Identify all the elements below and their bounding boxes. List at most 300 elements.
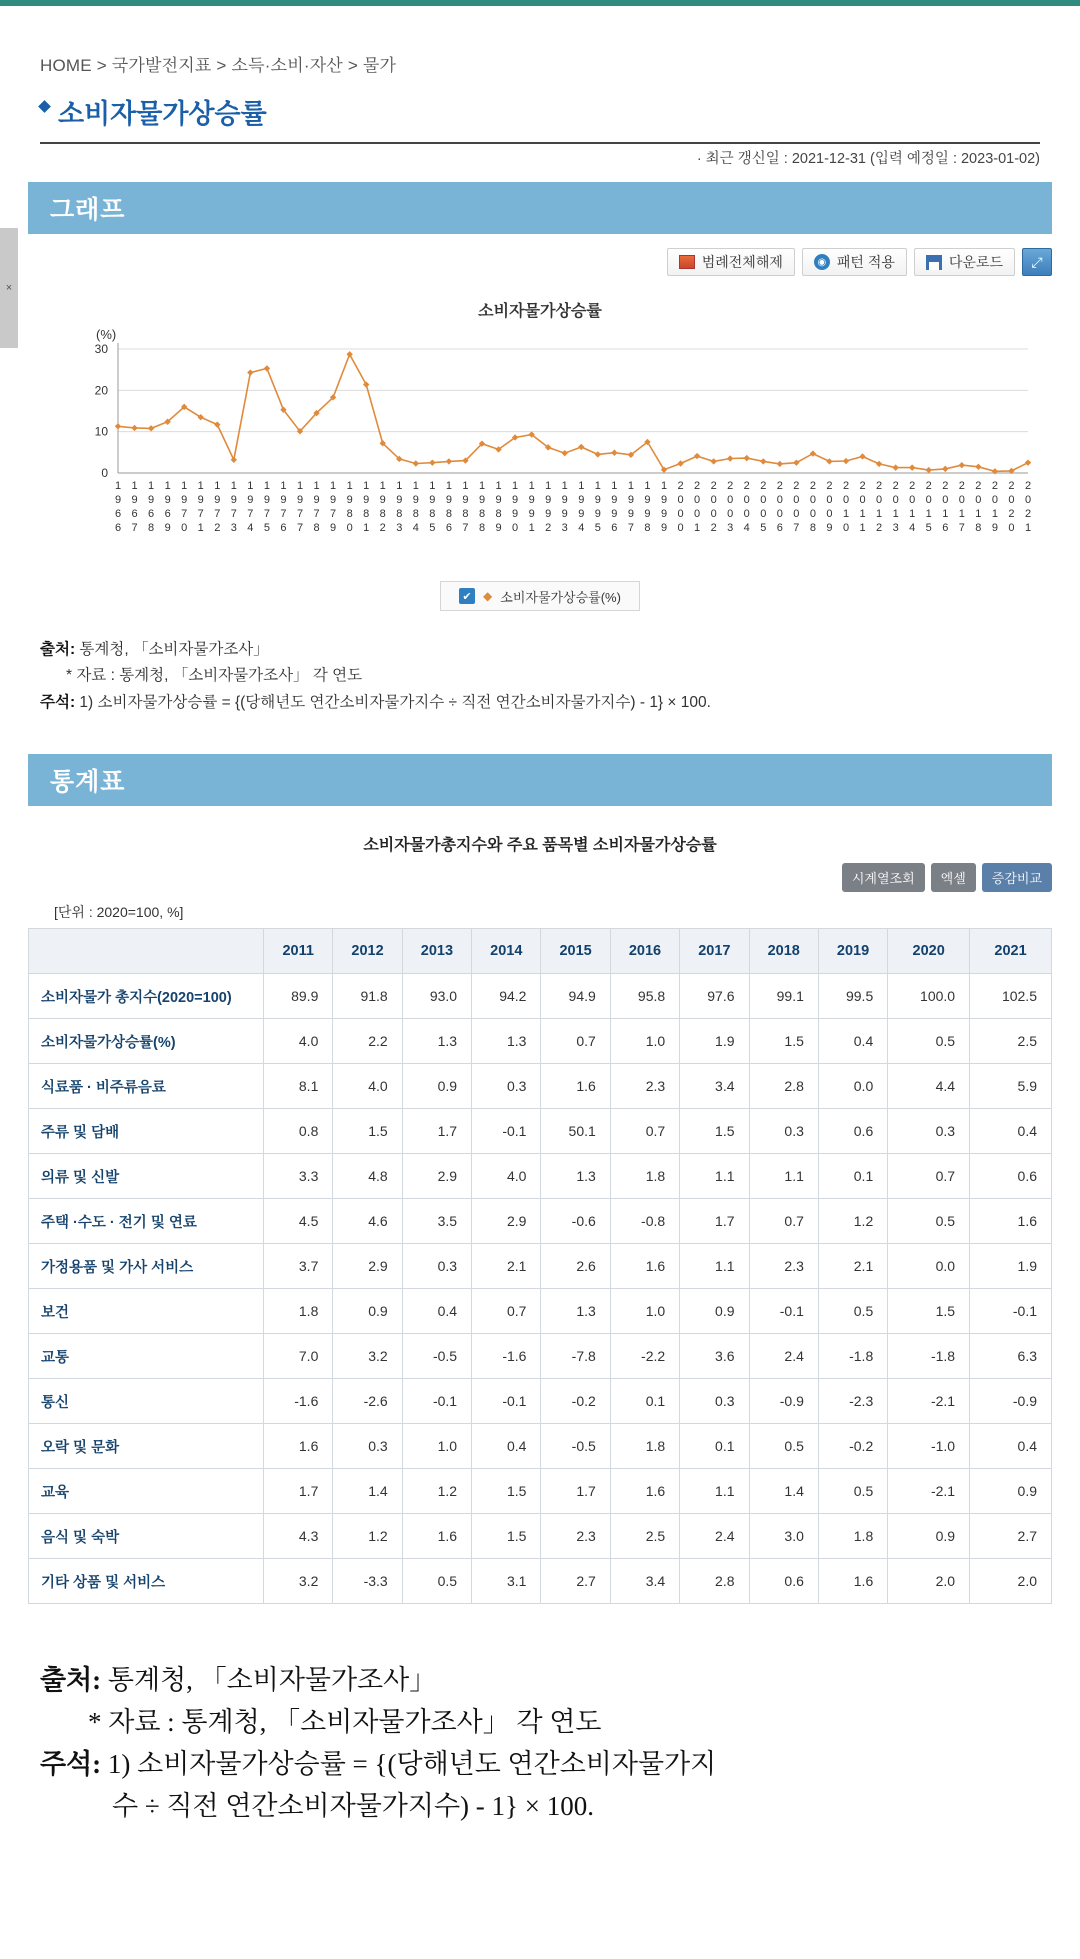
table-cell: 95.8 — [610, 974, 679, 1019]
timeseries-button[interactable]: 시계열조회 — [842, 863, 925, 892]
table-col-header: 2019 — [818, 929, 887, 974]
chart-x-tick-label: 1 — [114, 480, 122, 492]
table-cell: 2.9 — [333, 1244, 402, 1289]
chart-x-tick-label: 1 — [363, 522, 370, 534]
chart-data-point[interactable] — [148, 425, 154, 431]
table-cell: 89.9 — [264, 974, 333, 1019]
chart-x-tick-label: 9 — [280, 494, 287, 506]
chart-data-point[interactable] — [959, 462, 965, 468]
chart-data-point[interactable] — [131, 425, 137, 431]
line-chart — [28, 333, 1052, 563]
table-cell: -1.6 — [472, 1334, 541, 1379]
chart-data-point[interactable] — [992, 468, 998, 474]
chart-x-tick-label: 5 — [925, 522, 932, 534]
chart-data-point[interactable] — [892, 464, 898, 470]
chart-x-tick-label: 0 — [793, 494, 800, 506]
table-cell: 1.1 — [680, 1469, 749, 1514]
table-cell: 1.3 — [541, 1289, 610, 1334]
table-cell: 1.1 — [680, 1154, 749, 1199]
pattern-icon: ◉ — [814, 254, 830, 270]
chart-x-tick-label: 1 — [330, 480, 337, 492]
chart-x-tick-label: 9 — [660, 508, 668, 520]
chart-x-tick-label: 0 — [760, 508, 767, 520]
table-row-label: 소비자물가 총지수(2020=100) — [29, 974, 264, 1019]
table-cell: 3.0 — [749, 1514, 818, 1559]
compare-button[interactable]: 증감비교 — [982, 863, 1052, 892]
table-cell: 2.6 — [541, 1244, 610, 1289]
chart-x-tick-label: 9 — [445, 494, 452, 506]
table-cell: 50.1 — [541, 1109, 610, 1154]
chart-x-tick-label: 9 — [214, 494, 221, 506]
table-cell: -0.9 — [749, 1379, 818, 1424]
chart-data-point[interactable] — [446, 458, 452, 464]
chart-x-tick-label: 7 — [230, 508, 237, 520]
chart-x-tick-label: 8 — [644, 522, 651, 534]
chart-x-tick-label: 0 — [743, 494, 750, 506]
chart-x-tick-label: 0 — [181, 522, 188, 534]
chart-x-tick-label: 9 — [296, 494, 304, 506]
table-cell: 3.2 — [264, 1559, 333, 1604]
chart-x-tick-label: 5 — [263, 522, 270, 534]
table-cell: 3.4 — [680, 1064, 749, 1109]
chart-x-tick-label: 9 — [644, 508, 651, 520]
chart-x-tick-label: 1 — [379, 480, 386, 492]
table-cell: 4.8 — [333, 1154, 402, 1199]
chart-x-tick-label: 0 — [809, 494, 816, 506]
chart-source-line3 — [40, 690, 1040, 716]
chart-x-tick-label: 1 — [594, 480, 601, 492]
chart-x-tick-label: 2 — [1024, 480, 1032, 492]
chart-x-tick-label: 9 — [230, 494, 237, 506]
chart-x-tick-label: 9 — [528, 508, 535, 520]
table-cell: 2.5 — [970, 1019, 1052, 1064]
chart-x-tick-label: 2 — [942, 480, 949, 492]
graph-section-title: 그래프 — [50, 196, 126, 224]
table-cell: 2.2 — [333, 1019, 402, 1064]
chart-x-tick-label: 9 — [545, 508, 552, 520]
table-row-label: 교통 — [29, 1334, 264, 1379]
chart-x-tick-label: 9 — [164, 522, 171, 534]
chart-x-tick-label: 2 — [991, 480, 998, 492]
table-cell: 4.5 — [264, 1199, 333, 1244]
chart-x-tick-label: 6 — [280, 522, 287, 534]
chart-x-tick-label: 9 — [181, 494, 188, 506]
table-cell: 3.1 — [472, 1559, 541, 1604]
chart-x-tick-label: 3 — [561, 522, 568, 534]
chart-x-tick-label: 9 — [578, 494, 585, 506]
chart-x-tick-label: 5 — [760, 522, 767, 534]
chart-x-tick-label: 8 — [975, 522, 982, 534]
chart-x-tick-label: 9 — [131, 494, 138, 506]
table-cell: -0.2 — [541, 1379, 610, 1424]
table-toolbar — [28, 863, 1052, 892]
chart-data-point[interactable] — [247, 369, 253, 375]
chart-x-tick-label: 1 — [512, 480, 519, 492]
table-cell: 102.5 — [970, 974, 1052, 1019]
chart-x-tick-label: 9 — [164, 494, 171, 506]
chart-x-tick-label: 0 — [710, 494, 717, 506]
table-cell: 1.9 — [680, 1019, 749, 1064]
chart-x-tick-label: 1 — [842, 508, 850, 520]
chart-x-tick-label: 9 — [660, 522, 668, 534]
chart-x-tick-label: 9 — [247, 494, 254, 506]
table-row-label: 주택 ·수도 · 전기 및 연료 — [29, 1199, 264, 1244]
table-cell: 2.3 — [541, 1514, 610, 1559]
chart-x-tick-label: 4 — [412, 522, 419, 534]
table-cell: 0.9 — [402, 1064, 471, 1109]
bottom-spacer — [0, 1827, 1080, 1887]
chart-x-tick-label: 7 — [247, 508, 254, 520]
table-row-label: 가정용품 및 가사 서비스 — [29, 1244, 264, 1289]
table-cell: 0.8 — [264, 1109, 333, 1154]
table-col-header: 2021 — [970, 929, 1052, 974]
table-cell: -0.9 — [970, 1379, 1052, 1424]
update-info: · 최근 갱신일 : 2021-12-31 (입력 예정일 : 2023-01-02) — [696, 151, 1040, 167]
chart-x-tick-label: 9 — [346, 494, 353, 506]
legend-label: 소비자물가상승률(%) — [500, 589, 621, 605]
legend-icon — [679, 255, 695, 269]
chart-x-tick-label: 0 — [776, 494, 783, 506]
chart-x-tick-label: 1 — [545, 480, 552, 492]
chart-data-point[interactable] — [793, 459, 799, 465]
table-cell: 4.0 — [264, 1019, 333, 1064]
table-cell: 1.5 — [472, 1514, 541, 1559]
chart-y-unit: (%) — [96, 327, 117, 342]
chart-data-point[interactable] — [859, 453, 865, 459]
chart-data-point[interactable] — [843, 458, 849, 464]
table-unit-note: [단위 : 2020=100, %] — [54, 904, 184, 921]
table-cell: 2.5 — [610, 1514, 679, 1559]
chart-x-tick-label: 1 — [578, 480, 585, 492]
table-cell: 0.3 — [680, 1379, 749, 1424]
chart-x-tick-label: 9 — [114, 494, 122, 506]
table-cell: 1.9 — [970, 1244, 1052, 1289]
table-cell: 5.9 — [970, 1064, 1052, 1109]
chart-legend[interactable] — [440, 581, 640, 611]
chart-x-tick-label: 1 — [644, 480, 651, 492]
chart-x-tick-label: 8 — [396, 508, 403, 520]
chart-x-tick-label: 5 — [594, 522, 601, 534]
table-cell: 0.5 — [402, 1559, 471, 1604]
bottom-source-text: 통계청, 「소비자물가조사」 — [101, 1665, 437, 1696]
chart-x-tick-label: 9 — [330, 522, 337, 534]
chart-x-tick-label: 9 — [429, 494, 436, 506]
legend-checkbox[interactable]: ✔ — [459, 588, 475, 604]
graph-section-header — [28, 182, 1052, 234]
chart-x-tick-label: 9 — [363, 494, 370, 506]
chart-x-tick-label: 1 — [396, 480, 403, 492]
chart-x-tick-label: 1 — [561, 480, 568, 492]
chart-x-tick-label: 0 — [346, 522, 353, 534]
chart-x-tick-label: 0 — [694, 494, 701, 506]
table-cell: 1.5 — [888, 1289, 970, 1334]
chart-x-tick-label: 2 — [710, 522, 717, 534]
table-cell: -0.1 — [472, 1379, 541, 1424]
chart-x-tick-label: 1 — [892, 508, 899, 520]
chart-data-point[interactable] — [744, 455, 750, 461]
table-cell: 94.2 — [472, 974, 541, 1019]
chart-data-point[interactable] — [760, 458, 766, 464]
chart-x-tick-label: 1 — [445, 480, 452, 492]
chart-x-tick-label: 1 — [660, 480, 668, 492]
table-cell: 0.3 — [472, 1064, 541, 1109]
table-row — [29, 1379, 1052, 1424]
chart-data-point[interactable] — [975, 464, 981, 470]
table-cell: 1.3 — [541, 1154, 610, 1199]
table-cell: 2.9 — [402, 1154, 471, 1199]
chart-x-tick-label: 0 — [925, 494, 932, 506]
chart-data-point[interactable] — [429, 459, 435, 465]
table-head — [29, 929, 1052, 974]
excel-button[interactable]: 엑셀 — [931, 863, 976, 892]
chart-x-tick-label: 6 — [776, 522, 783, 534]
table-cell: 3.2 — [333, 1334, 402, 1379]
chart-source-label: 출처: — [40, 641, 76, 658]
table-row-label: 통신 — [29, 1379, 264, 1424]
chart-x-tick-label: 9 — [991, 522, 998, 534]
chart-x-tick-label: 0 — [512, 522, 519, 534]
chart-x-tick-label: 8 — [445, 508, 452, 520]
chart-x-tick-label: 1 — [528, 480, 535, 492]
chart-x-tick-label: 6 — [114, 522, 122, 534]
chart-data-point[interactable] — [214, 421, 220, 427]
table-cell: 1.7 — [264, 1469, 333, 1514]
table-row-label: 식료품 · 비주류음료 — [29, 1064, 264, 1109]
table-cell: 1.1 — [680, 1244, 749, 1289]
table-cell: 3.6 — [680, 1334, 749, 1379]
table-cell: 3.7 — [264, 1244, 333, 1289]
page-title-wrap — [40, 92, 1040, 167]
chart-data-point[interactable] — [909, 464, 915, 470]
table-cell: 0.3 — [333, 1424, 402, 1469]
chart-x-tick-label: 6 — [148, 508, 155, 520]
chart-x-tick-label: 8 — [379, 508, 386, 520]
chart-x-tick-label: 3 — [727, 522, 734, 534]
legend-toggle-button[interactable] — [667, 248, 795, 276]
table-cell: 1.6 — [402, 1514, 471, 1559]
chart-x-tick-label: 9 — [561, 494, 568, 506]
table-cell: 1.7 — [541, 1469, 610, 1514]
chart-x-tick-label: 9 — [462, 494, 469, 506]
chart-x-tick-label: 1 — [958, 508, 965, 520]
chart-x-tick-label: 0 — [859, 494, 866, 506]
chart-x-tick-label: 1 — [247, 480, 254, 492]
chart-data-point[interactable] — [876, 461, 882, 467]
table-cell: -0.1 — [970, 1289, 1052, 1334]
side-collapse-tab[interactable] — [0, 228, 18, 348]
table-row-label: 소비자물가상승률(%) — [29, 1019, 264, 1064]
chart-data-point[interactable] — [578, 444, 584, 450]
table-cell: -2.3 — [818, 1379, 887, 1424]
download-button[interactable] — [914, 248, 1015, 276]
chart-x-tick-label: 8 — [313, 522, 320, 534]
chart-data-point[interactable] — [710, 458, 716, 464]
table-row-label: 주류 및 담배 — [29, 1109, 264, 1154]
chart-x-tick-label: 0 — [909, 494, 916, 506]
bottom-source-block — [40, 1660, 1040, 1827]
table-cell: 0.9 — [888, 1514, 970, 1559]
table-cell: 0.7 — [888, 1154, 970, 1199]
chart-x-tick-label: 0 — [809, 508, 816, 520]
chart-x-tick-label: 7 — [958, 522, 965, 534]
table-cell: 3.3 — [264, 1154, 333, 1199]
chart-x-tick-label: 1 — [280, 480, 287, 492]
table-cell: 1.5 — [333, 1109, 402, 1154]
chart-x-tick-label: 7 — [313, 508, 320, 520]
chart-x-tick-label: 1 — [412, 480, 419, 492]
chart-x-tick-label: 9 — [148, 494, 155, 506]
chart-x-tick-label: 5 — [429, 522, 436, 534]
chart-data-point[interactable] — [926, 467, 932, 473]
page-title: 소비자물가상승률 — [40, 92, 267, 131]
table-row — [29, 1424, 1052, 1469]
chart-x-tick-label: 3 — [892, 522, 899, 534]
table-cell: 2.9 — [472, 1199, 541, 1244]
chart-x-tick-label: 1 — [429, 480, 436, 492]
pattern-apply-button[interactable] — [802, 248, 907, 276]
chart-data-point[interactable] — [826, 458, 832, 464]
chart-data-point[interactable] — [231, 457, 237, 463]
chart-x-tick-label: 7 — [263, 508, 270, 520]
table-row-label: 오락 및 문화 — [29, 1424, 264, 1469]
chart-data-point[interactable] — [595, 451, 601, 457]
chart-x-tick-label: 7 — [131, 522, 138, 534]
table-row — [29, 1154, 1052, 1199]
chart-data-point[interactable] — [562, 450, 568, 456]
chart-data-point[interactable] — [346, 351, 352, 357]
chart-x-tick-label: 9 — [495, 522, 502, 534]
chart-data-point[interactable] — [727, 455, 733, 461]
chart-data-point[interactable] — [1025, 459, 1031, 465]
table-cell: 2.8 — [749, 1064, 818, 1109]
chart-x-tick-label: 7 — [627, 522, 634, 534]
chart-x-tick-label: 2 — [743, 480, 750, 492]
chart-x-tick-label: 1 — [495, 480, 502, 492]
table-cell: 1.6 — [610, 1244, 679, 1289]
chart-x-tick-label: 3 — [396, 522, 403, 534]
chart-x-tick-label: 1 — [197, 480, 204, 492]
table-cell: 6.3 — [970, 1334, 1052, 1379]
chart-x-tick-label: 0 — [842, 494, 850, 506]
table-cell: 0.7 — [541, 1019, 610, 1064]
chart-x-tick-label: 0 — [876, 494, 883, 506]
chart-note-label: 주석: — [40, 693, 76, 711]
chart-x-tick-label: 9 — [396, 494, 403, 506]
table-row-label: 교육 — [29, 1469, 264, 1514]
chart-data-point[interactable] — [694, 453, 700, 459]
table-row — [29, 1109, 1052, 1154]
table-cell: 1.0 — [610, 1289, 679, 1334]
chart-x-tick-label: 9 — [313, 494, 320, 506]
table-cell: 1.8 — [610, 1424, 679, 1469]
chart-x-tick-label: 1 — [131, 480, 138, 492]
chart-x-tick-label: 9 — [263, 494, 270, 506]
chart-x-tick-label: 1 — [197, 522, 204, 534]
chart-x-tick-label: 2 — [826, 480, 833, 492]
chart-x-tick-label: 0 — [826, 494, 833, 506]
chart-data-point[interactable] — [777, 461, 783, 467]
table-cell: 0.3 — [888, 1109, 970, 1154]
table-col-header: 2011 — [264, 929, 333, 974]
chart-x-tick-label: 2 — [809, 480, 816, 492]
chart-y-tick-label: 20 — [94, 383, 108, 398]
table-cell: 93.0 — [402, 974, 471, 1019]
table-cell: 0.3 — [402, 1244, 471, 1289]
chart-source-text: 통계청, 「소비자물가조사」 — [75, 641, 269, 658]
chart-toolbar — [28, 248, 1052, 276]
table-cell: -0.5 — [402, 1334, 471, 1379]
chart-data-point[interactable] — [413, 460, 419, 466]
chart-x-tick-label: 7 — [793, 522, 800, 534]
chart-data-point[interactable] — [677, 460, 683, 466]
chart-x-tick-label: 0 — [743, 508, 750, 520]
chart-x-tick-label: 2 — [694, 480, 701, 492]
chart-x-tick-label: 8 — [412, 508, 419, 520]
table-col-header: 2020 — [888, 929, 970, 974]
table-cell: 0.4 — [472, 1424, 541, 1469]
table-cell: 0.5 — [749, 1424, 818, 1469]
chart-data-point[interactable] — [115, 423, 121, 429]
chart-x-tick-label: 6 — [131, 508, 138, 520]
chart-x-tick-label: 0 — [826, 508, 833, 520]
chart-x-tick-label: 2 — [909, 480, 916, 492]
table-cell: 1.2 — [402, 1469, 471, 1514]
table-cell: 1.4 — [333, 1469, 402, 1514]
chart-x-tick-label: 7 — [462, 522, 469, 534]
breadcrumb[interactable]: HOME > 국가발전지표 > 소득·소비·자산 > 물가 — [40, 56, 397, 75]
chart-x-tick-label: 0 — [1008, 522, 1015, 534]
table-row — [29, 974, 1052, 1019]
chart-x-tick-label: 0 — [677, 508, 684, 520]
chart-data-point[interactable] — [942, 466, 948, 472]
table-cell: 0.4 — [970, 1424, 1052, 1469]
table-cell: 2.1 — [818, 1244, 887, 1289]
table-row — [29, 1019, 1052, 1064]
chart-data-point[interactable] — [264, 365, 270, 371]
chart-canvas — [28, 327, 1052, 563]
table-section-header — [28, 754, 1052, 806]
chart-x-tick-label: 1 — [694, 522, 701, 534]
chart-x-tick-label: 4 — [743, 522, 750, 534]
chart-x-tick-label: 7 — [181, 508, 188, 520]
table-row — [29, 1199, 1052, 1244]
table-cell: 0.5 — [818, 1469, 887, 1514]
table-cell: 0.9 — [333, 1289, 402, 1334]
chart-x-tick-label: 9 — [594, 494, 601, 506]
chart-x-tick-label: 1 — [148, 480, 155, 492]
chart-data-point[interactable] — [363, 381, 369, 387]
chart-x-tick-label: 1 — [164, 480, 171, 492]
table-cell: 91.8 — [333, 974, 402, 1019]
table-col-header: 2012 — [333, 929, 402, 974]
chart-x-tick-label: 1 — [925, 508, 932, 520]
chart-source-line2: * 자료 : 통계청, 「소비자물가조사」 각 연도 — [66, 667, 363, 685]
chart-data-point[interactable] — [810, 450, 816, 456]
chart-x-tick-label: 1 — [1024, 522, 1032, 534]
table-cell: 1.8 — [610, 1154, 679, 1199]
table-cell: 0.1 — [818, 1154, 887, 1199]
table-cell: 1.2 — [818, 1199, 887, 1244]
chart-x-tick-label: 1 — [462, 480, 469, 492]
chart-x-tick-label: 0 — [776, 508, 783, 520]
fullscreen-expand-icon[interactable]: ⤢ — [1022, 248, 1052, 276]
chart-x-tick-label: 0 — [1024, 494, 1032, 506]
table-row — [29, 1244, 1052, 1289]
chart-data-point[interactable] — [611, 450, 617, 456]
chart-x-tick-label: 2 — [379, 522, 386, 534]
chart-x-tick-label: 1 — [876, 508, 883, 520]
table-cell: 0.5 — [888, 1199, 970, 1244]
